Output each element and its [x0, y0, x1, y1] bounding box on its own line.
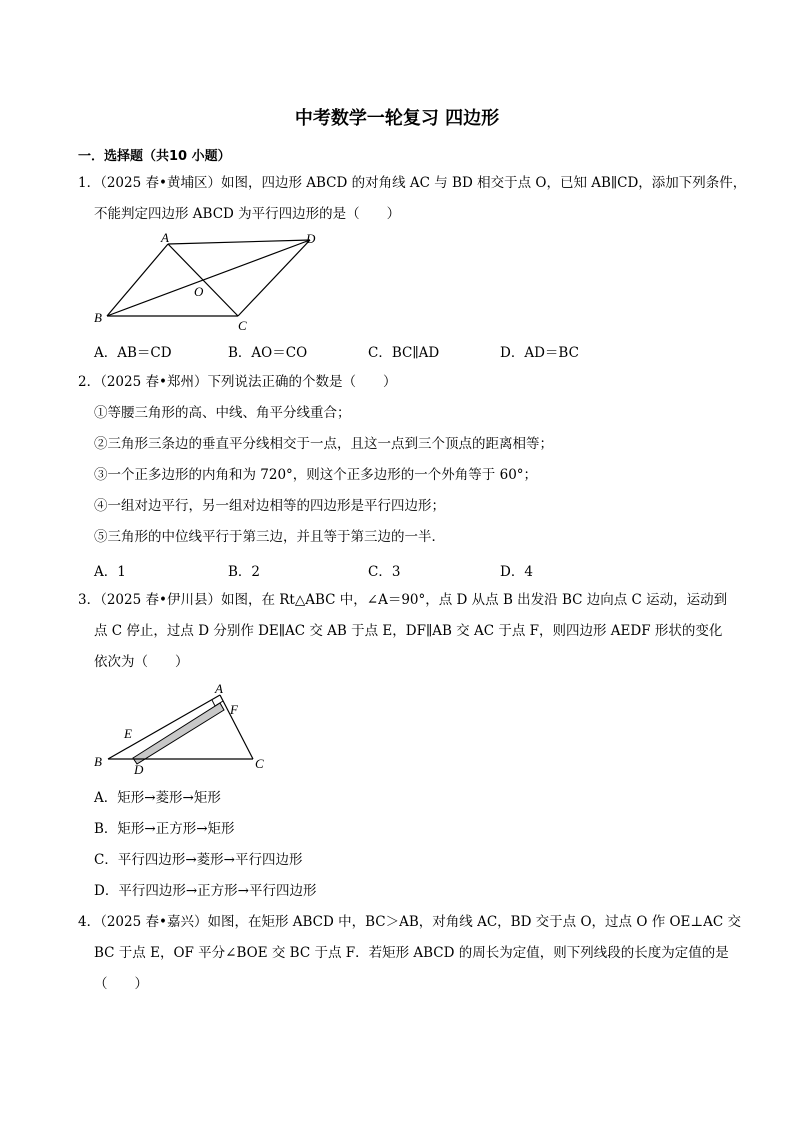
q3-label-b: B — [94, 754, 102, 769]
q3-option-a[interactable]: A．矩形→菱形→矩形 — [94, 790, 221, 806]
q1-parallelogram-figure — [88, 228, 328, 338]
q1-label-a: A — [161, 230, 169, 245]
q2-item-2: ②三角形三条边的垂直平分线相交于一点，且这一点到三个顶点的距离相等； — [94, 436, 553, 452]
q4-text-line-2: BC 于点 E，OF 平分∠BOE 交 BC 于点 F．若矩形 ABCD 的周长为定值，则下列线段的长度为定值的是 — [94, 945, 729, 961]
q2-option-d[interactable]: D．4 — [500, 564, 533, 580]
q3-label-f: F — [230, 702, 238, 717]
q2-item-4: ④一组对边平行，另一组对边相等的四边形是平行四边形； — [94, 498, 445, 514]
q3-option-d[interactable]: D．平行四边形→正方形→平行四边形 — [94, 883, 317, 899]
q3-text-line-2: 点 C 停止，过点 D 分别作 DE∥AC 交 AB 于点 E，DF∥AB 交 AC 于点 F，则四边形 AEDF 形状的变化 — [94, 623, 723, 639]
q3-triangle-figure — [88, 680, 278, 780]
q4-text-line-1: 4．（2025 春•嘉兴）如图，在矩形 ABCD 中，BC＞AB，对角线 AC，BD 交于点 O，过点 O 作 OE⊥AC 交 — [78, 914, 741, 930]
q2-item-1: ①等腰三角形的高、中线、角平分线重合； — [94, 405, 351, 421]
q3-option-b[interactable]: B．矩形→正方形→矩形 — [94, 821, 235, 837]
q4-text-line-3: （ ） — [94, 976, 148, 992]
q1-option-a[interactable]: A．AB＝CD — [94, 345, 172, 361]
q2-option-c[interactable]: C．3 — [368, 564, 401, 580]
q3-text-line-1: 3．（2025 春•伊川县）如图，在 Rt△ABC 中，∠A＝90°，点 D 从点 B 出发沿 BC 边向点 C 运动，运动到 — [78, 592, 728, 608]
section-heading: 一．选择题（共10 小题） — [78, 149, 231, 164]
q3-label-d: D — [134, 762, 144, 777]
q3-text-line-3: 依次为（ ） — [94, 654, 189, 670]
q1-label-d: D — [306, 231, 316, 246]
q1-option-b[interactable]: B．AO＝CO — [228, 345, 308, 361]
q1-label-b: B — [94, 310, 102, 325]
q3-label-c: C — [255, 756, 264, 771]
q1-text-line-2: 不能判定四边形 ABCD 为平行四边形的是（ ） — [94, 206, 401, 222]
q2-item-3: ③一个正多边形的内角和为 720°，则这个正多边形的一个外角等于 60°； — [94, 467, 538, 483]
q2-option-b[interactable]: B．2 — [228, 564, 261, 580]
q3-option-c[interactable]: C．平行四边形→菱形→平行四边形 — [94, 852, 303, 868]
q2-text-line-1: 2．（2025 春•郑州）下列说法正确的个数是（ ） — [78, 374, 397, 390]
q1-option-c[interactable]: C．BC∥AD — [368, 345, 440, 361]
q1-label-c: C — [238, 318, 247, 333]
q1-label-o: O — [194, 284, 204, 299]
q2-item-5: ⑤三角形的中位线平行于第三边，并且等于第三边的一半． — [94, 529, 445, 545]
page-title: 中考数学一轮复习 四边形 — [294, 108, 500, 129]
q2-option-a[interactable]: A．1 — [94, 564, 126, 580]
q1-text-line-1: 1．（2025 春•黄埔区）如图，四边形 ABCD 的对角线 AC 与 BD 相交于点 O，已知 AB∥CD，添加下列条件， — [78, 175, 747, 191]
q3-label-e: E — [124, 726, 132, 741]
q1-option-d[interactable]: D．AD＝BC — [500, 345, 579, 361]
q3-label-a: A — [215, 681, 223, 696]
